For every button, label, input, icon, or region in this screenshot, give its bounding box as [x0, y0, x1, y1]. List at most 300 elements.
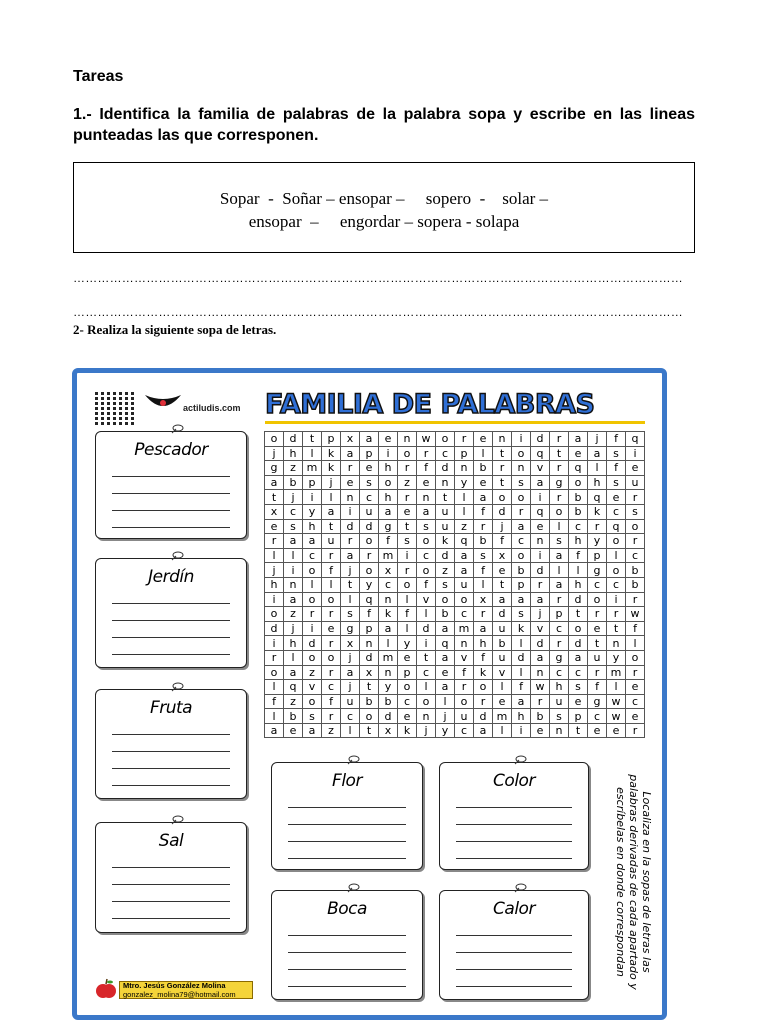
grid-cell[interactable]: n — [455, 636, 474, 651]
grid-cell[interactable]: s — [550, 709, 569, 724]
grid-cell[interactable]: u — [360, 504, 379, 519]
grid-cell[interactable]: q — [360, 592, 379, 607]
grid-cell[interactable]: e — [398, 650, 417, 665]
grid-cell[interactable]: i — [531, 548, 550, 563]
grid-cell[interactable]: p — [455, 446, 474, 461]
grid-cell[interactable]: c — [607, 504, 626, 519]
grid-cell[interactable]: l — [626, 636, 645, 651]
grid-cell[interactable]: n — [417, 709, 436, 724]
grid-cell[interactable]: a — [360, 432, 379, 447]
grid-cell[interactable]: l — [265, 680, 284, 695]
grid-cell[interactable]: n — [531, 665, 550, 680]
answer-line[interactable] — [288, 807, 406, 808]
grid-cell[interactable]: m — [607, 665, 626, 680]
grid-cell[interactable]: a — [284, 534, 303, 549]
grid-cell[interactable]: n — [379, 665, 398, 680]
grid-cell[interactable]: c — [626, 548, 645, 563]
grid-cell[interactable]: r — [588, 607, 607, 622]
grid-cell[interactable]: z — [436, 563, 455, 578]
grid-cell[interactable]: b — [474, 534, 493, 549]
grid-cell[interactable]: b — [284, 475, 303, 490]
answer-line[interactable] — [112, 476, 230, 477]
grid-cell[interactable]: e — [474, 432, 493, 447]
grid-cell[interactable]: d — [360, 650, 379, 665]
grid-cell[interactable]: c — [398, 694, 417, 709]
grid-cell[interactable]: s — [284, 519, 303, 534]
grid-cell[interactable]: c — [569, 665, 588, 680]
grid-cell[interactable]: o — [569, 621, 588, 636]
grid-cell[interactable]: a — [550, 577, 569, 592]
grid-cell[interactable]: o — [322, 592, 341, 607]
grid-cell[interactable]: n — [284, 577, 303, 592]
grid-cell[interactable]: y — [303, 504, 322, 519]
grid-cell[interactable]: k — [436, 534, 455, 549]
answer-line[interactable] — [288, 935, 406, 936]
grid-cell[interactable]: b — [531, 709, 550, 724]
grid-cell[interactable]: a — [455, 548, 474, 563]
grid-cell[interactable]: m — [379, 548, 398, 563]
grid-cell[interactable]: s — [436, 577, 455, 592]
grid-cell[interactable]: a — [512, 519, 531, 534]
grid-cell[interactable]: l — [303, 446, 322, 461]
grid-cell[interactable]: r — [550, 461, 569, 476]
grid-cell[interactable]: e — [341, 475, 360, 490]
grid-cell[interactable]: j — [284, 490, 303, 505]
grid-cell[interactable]: x — [379, 563, 398, 578]
grid-cell[interactable]: d — [341, 519, 360, 534]
grid-cell[interactable]: a — [436, 650, 455, 665]
grid-cell[interactable]: o — [360, 563, 379, 578]
grid-cell[interactable]: j — [493, 519, 512, 534]
answer-line[interactable] — [112, 867, 230, 868]
grid-cell[interactable]: x — [360, 665, 379, 680]
grid-cell[interactable]: z — [303, 665, 322, 680]
grid-cell[interactable]: o — [265, 607, 284, 622]
grid-cell[interactable]: d — [531, 563, 550, 578]
grid-cell[interactable]: o — [417, 534, 436, 549]
grid-cell[interactable]: d — [436, 548, 455, 563]
grid-cell[interactable]: i — [607, 592, 626, 607]
grid-cell[interactable]: z — [284, 694, 303, 709]
grid-cell[interactable]: z — [455, 519, 474, 534]
grid-cell[interactable]: r — [550, 490, 569, 505]
grid-cell[interactable]: t — [360, 680, 379, 695]
grid-cell[interactable]: q — [626, 432, 645, 447]
answer-line[interactable] — [456, 986, 572, 987]
grid-cell[interactable]: y — [455, 475, 474, 490]
grid-cell[interactable]: f — [360, 607, 379, 622]
grid-cell[interactable]: r — [398, 563, 417, 578]
answer-line[interactable] — [288, 858, 406, 859]
grid-cell[interactable]: e — [626, 461, 645, 476]
grid-cell[interactable]: o — [303, 650, 322, 665]
grid-cell[interactable]: u — [455, 577, 474, 592]
grid-cell[interactable]: t — [436, 490, 455, 505]
grid-cell[interactable]: q — [607, 519, 626, 534]
grid-cell[interactable]: i — [265, 636, 284, 651]
grid-cell[interactable]: g — [550, 650, 569, 665]
grid-cell[interactable]: l — [512, 636, 531, 651]
grid-cell[interactable]: q — [284, 680, 303, 695]
grid-cell[interactable]: a — [379, 504, 398, 519]
grid-cell[interactable]: u — [493, 650, 512, 665]
grid-cell[interactable]: b — [436, 607, 455, 622]
grid-cell[interactable]: s — [550, 534, 569, 549]
grid-cell[interactable]: s — [512, 607, 531, 622]
grid-cell[interactable]: b — [493, 636, 512, 651]
grid-cell[interactable]: o — [455, 694, 474, 709]
grid-cell[interactable]: a — [531, 592, 550, 607]
grid-cell[interactable]: o — [398, 577, 417, 592]
grid-cell[interactable]: p — [360, 621, 379, 636]
grid-cell[interactable]: b — [512, 563, 531, 578]
grid-cell[interactable]: a — [474, 621, 493, 636]
grid-cell[interactable]: h — [512, 709, 531, 724]
grid-cell[interactable]: b — [379, 694, 398, 709]
grid-cell[interactable]: j — [341, 650, 360, 665]
answer-line[interactable] — [112, 918, 230, 919]
grid-cell[interactable]: c — [379, 577, 398, 592]
grid-cell[interactable]: l — [493, 680, 512, 695]
grid-cell[interactable]: a — [265, 475, 284, 490]
grid-cell[interactable]: u — [436, 504, 455, 519]
grid-cell[interactable]: c — [436, 446, 455, 461]
grid-cell[interactable]: l — [455, 490, 474, 505]
grid-cell[interactable]: l — [512, 665, 531, 680]
grid-cell[interactable]: f — [474, 650, 493, 665]
grid-cell[interactable]: k — [398, 723, 417, 738]
grid-cell[interactable]: l — [322, 490, 341, 505]
grid-cell[interactable]: d — [265, 621, 284, 636]
grid-cell[interactable]: r — [531, 694, 550, 709]
grid-cell[interactable]: j — [341, 563, 360, 578]
grid-cell[interactable]: t — [303, 432, 322, 447]
grid-cell[interactable]: h — [303, 519, 322, 534]
grid-cell[interactable]: z — [284, 461, 303, 476]
grid-cell[interactable]: a — [303, 723, 322, 738]
answer-line[interactable] — [456, 824, 572, 825]
grid-cell[interactable]: i — [398, 548, 417, 563]
answer-line[interactable] — [112, 510, 230, 511]
grid-cell[interactable]: y — [607, 650, 626, 665]
grid-cell[interactable]: e — [379, 432, 398, 447]
grid-cell[interactable]: r — [455, 680, 474, 695]
grid-cell[interactable]: r — [417, 446, 436, 461]
grid-cell[interactable]: a — [379, 621, 398, 636]
grid-cell[interactable]: y — [588, 534, 607, 549]
grid-cell[interactable]: l — [303, 577, 322, 592]
grid-cell[interactable]: o — [265, 665, 284, 680]
grid-cell[interactable]: y — [360, 577, 379, 592]
grid-cell[interactable]: l — [417, 607, 436, 622]
grid-cell[interactable]: e — [398, 504, 417, 519]
grid-cell[interactable]: r — [322, 709, 341, 724]
grid-cell[interactable]: s — [341, 607, 360, 622]
grid-cell[interactable]: q — [588, 490, 607, 505]
grid-cell[interactable]: e — [493, 563, 512, 578]
answer-line[interactable] — [112, 734, 230, 735]
answer-line[interactable] — [288, 841, 406, 842]
grid-cell[interactable]: g — [265, 461, 284, 476]
grid-cell[interactable]: a — [531, 475, 550, 490]
grid-cell[interactable]: l — [493, 723, 512, 738]
grid-cell[interactable]: h — [550, 680, 569, 695]
grid-cell[interactable]: b — [569, 490, 588, 505]
grid-cell[interactable]: n — [531, 534, 550, 549]
grid-cell[interactable]: f — [474, 504, 493, 519]
dotted-answer-line[interactable]: …………………………………………………………………………………………………………………………………… — [73, 271, 683, 285]
grid-cell[interactable]: r — [322, 548, 341, 563]
grid-cell[interactable]: t — [360, 723, 379, 738]
answer-line[interactable] — [112, 884, 230, 885]
grid-cell[interactable]: j — [417, 723, 436, 738]
grid-cell[interactable]: e — [607, 490, 626, 505]
grid-cell[interactable]: f — [265, 694, 284, 709]
grid-cell[interactable]: d — [569, 592, 588, 607]
grid-cell[interactable]: r — [626, 723, 645, 738]
grid-cell[interactable]: a — [455, 563, 474, 578]
grid-cell[interactable]: o — [417, 694, 436, 709]
grid-cell[interactable]: x — [474, 592, 493, 607]
grid-cell[interactable]: d — [531, 636, 550, 651]
grid-cell[interactable]: p — [588, 548, 607, 563]
grid-cell[interactable]: u — [436, 519, 455, 534]
grid-cell[interactable]: p — [322, 432, 341, 447]
grid-cell[interactable]: r — [322, 665, 341, 680]
grid-cell[interactable]: k — [322, 461, 341, 476]
grid-cell[interactable]: x — [379, 723, 398, 738]
grid-cell[interactable]: n — [512, 461, 531, 476]
grid-cell[interactable]: r — [626, 490, 645, 505]
grid-cell[interactable]: f — [398, 607, 417, 622]
grid-cell[interactable]: e — [493, 694, 512, 709]
grid-cell[interactable]: c — [360, 490, 379, 505]
grid-cell[interactable]: l — [607, 548, 626, 563]
grid-cell[interactable]: i — [626, 446, 645, 461]
grid-cell[interactable]: t — [398, 519, 417, 534]
grid-cell[interactable]: r — [322, 636, 341, 651]
grid-cell[interactable]: z — [284, 607, 303, 622]
grid-cell[interactable]: r — [550, 592, 569, 607]
grid-cell[interactable]: k — [588, 504, 607, 519]
grid-cell[interactable]: d — [493, 504, 512, 519]
grid-cell[interactable]: g — [341, 621, 360, 636]
grid-cell[interactable]: t — [322, 519, 341, 534]
grid-cell[interactable]: q — [531, 504, 550, 519]
answer-line[interactable] — [112, 768, 230, 769]
grid-cell[interactable]: r — [493, 461, 512, 476]
grid-cell[interactable]: o — [493, 490, 512, 505]
grid-cell[interactable]: n — [550, 723, 569, 738]
grid-cell[interactable]: c — [303, 548, 322, 563]
grid-cell[interactable]: r — [588, 665, 607, 680]
grid-cell[interactable]: v — [417, 592, 436, 607]
grid-cell[interactable]: w — [417, 432, 436, 447]
grid-cell[interactable]: c — [588, 709, 607, 724]
grid-cell[interactable]: n — [436, 475, 455, 490]
grid-cell[interactable]: n — [341, 490, 360, 505]
grid-cell[interactable]: o — [360, 534, 379, 549]
grid-cell[interactable]: j — [436, 709, 455, 724]
grid-cell[interactable]: a — [265, 723, 284, 738]
grid-cell[interactable]: f — [322, 563, 341, 578]
grid-cell[interactable]: e — [436, 665, 455, 680]
grid-cell[interactable]: h — [588, 475, 607, 490]
grid-cell[interactable]: d — [531, 432, 550, 447]
grid-cell[interactable]: t — [607, 621, 626, 636]
grid-cell[interactable]: f — [626, 621, 645, 636]
grid-cell[interactable]: r — [398, 461, 417, 476]
grid-cell[interactable]: h — [569, 577, 588, 592]
grid-cell[interactable]: n — [493, 432, 512, 447]
grid-cell[interactable]: f — [607, 432, 626, 447]
grid-cell[interactable]: l — [436, 694, 455, 709]
grid-cell[interactable]: j — [284, 621, 303, 636]
grid-cell[interactable]: n — [455, 461, 474, 476]
grid-cell[interactable]: o — [303, 694, 322, 709]
grid-cell[interactable]: c — [322, 680, 341, 695]
grid-cell[interactable]: g — [588, 563, 607, 578]
grid-cell[interactable]: p — [360, 446, 379, 461]
grid-cell[interactable]: a — [474, 723, 493, 738]
grid-cell[interactable]: l — [474, 577, 493, 592]
grid-cell[interactable]: i — [512, 723, 531, 738]
grid-cell[interactable]: f — [607, 461, 626, 476]
grid-cell[interactable]: p — [569, 709, 588, 724]
grid-cell[interactable]: m — [379, 650, 398, 665]
grid-cell[interactable]: a — [284, 665, 303, 680]
grid-cell[interactable]: c — [607, 577, 626, 592]
grid-cell[interactable]: o — [398, 446, 417, 461]
grid-cell[interactable]: m — [303, 461, 322, 476]
grid-cell[interactable]: l — [417, 680, 436, 695]
grid-cell[interactable]: v — [303, 680, 322, 695]
answer-line[interactable] — [112, 901, 230, 902]
grid-cell[interactable]: f — [474, 563, 493, 578]
grid-cell[interactable]: r — [303, 607, 322, 622]
grid-cell[interactable]: q — [436, 636, 455, 651]
grid-cell[interactable]: c — [588, 577, 607, 592]
grid-cell[interactable]: v — [493, 665, 512, 680]
grid-cell[interactable]: l — [284, 650, 303, 665]
grid-cell[interactable]: t — [588, 636, 607, 651]
grid-cell[interactable]: i — [379, 446, 398, 461]
grid-cell[interactable]: a — [341, 548, 360, 563]
grid-cell[interactable]: a — [550, 548, 569, 563]
grid-cell[interactable]: o — [474, 680, 493, 695]
grid-cell[interactable]: n — [398, 432, 417, 447]
grid-cell[interactable]: t — [417, 650, 436, 665]
grid-cell[interactable]: b — [284, 709, 303, 724]
grid-cell[interactable]: l — [341, 592, 360, 607]
grid-cell[interactable]: s — [303, 709, 322, 724]
grid-cell[interactable]: b — [360, 694, 379, 709]
grid-cell[interactable]: h — [474, 636, 493, 651]
grid-cell[interactable]: m — [493, 709, 512, 724]
grid-cell[interactable]: d — [512, 650, 531, 665]
grid-cell[interactable]: r — [474, 519, 493, 534]
grid-cell[interactable]: o — [436, 432, 455, 447]
grid-cell[interactable]: t — [341, 577, 360, 592]
grid-cell[interactable]: a — [512, 592, 531, 607]
grid-cell[interactable]: z — [322, 723, 341, 738]
grid-cell[interactable]: r — [626, 665, 645, 680]
grid-cell[interactable]: y — [398, 636, 417, 651]
grid-cell[interactable]: s — [512, 475, 531, 490]
grid-cell[interactable]: r — [322, 607, 341, 622]
grid-cell[interactable]: s — [607, 446, 626, 461]
grid-cell[interactable]: o — [512, 490, 531, 505]
grid-cell[interactable]: a — [436, 621, 455, 636]
grid-cell[interactable]: x — [341, 636, 360, 651]
grid-cell[interactable]: p — [512, 577, 531, 592]
grid-cell[interactable]: e — [398, 709, 417, 724]
grid-cell[interactable]: r — [626, 592, 645, 607]
grid-cell[interactable]: l — [322, 577, 341, 592]
grid-cell[interactable]: x — [493, 548, 512, 563]
grid-cell[interactable]: r — [626, 534, 645, 549]
grid-cell[interactable]: o — [512, 548, 531, 563]
grid-cell[interactable]: i — [284, 563, 303, 578]
grid-cell[interactable]: u — [455, 709, 474, 724]
grid-cell[interactable]: u — [626, 475, 645, 490]
grid-cell[interactable]: e — [417, 475, 436, 490]
grid-cell[interactable]: t — [493, 446, 512, 461]
grid-cell[interactable]: t — [493, 577, 512, 592]
grid-cell[interactable]: e — [607, 723, 626, 738]
grid-cell[interactable]: j — [265, 563, 284, 578]
grid-cell[interactable]: a — [588, 446, 607, 461]
grid-cell[interactable]: j — [588, 432, 607, 447]
grid-cell[interactable]: j — [531, 607, 550, 622]
grid-cell[interactable]: v — [455, 650, 474, 665]
grid-cell[interactable]: a — [474, 490, 493, 505]
grid-cell[interactable]: o — [379, 475, 398, 490]
answer-line[interactable] — [456, 841, 572, 842]
grid-cell[interactable]: w — [626, 607, 645, 622]
grid-cell[interactable]: e — [569, 446, 588, 461]
grid-cell[interactable]: s — [398, 534, 417, 549]
grid-cell[interactable]: i — [265, 592, 284, 607]
grid-cell[interactable]: z — [398, 475, 417, 490]
grid-cell[interactable]: y — [436, 723, 455, 738]
grid-cell[interactable]: g — [588, 694, 607, 709]
grid-cell[interactable]: n — [607, 636, 626, 651]
answer-line[interactable] — [112, 751, 230, 752]
grid-cell[interactable]: a — [341, 665, 360, 680]
grid-cell[interactable]: l — [474, 446, 493, 461]
grid-cell[interactable]: f — [322, 694, 341, 709]
grid-cell[interactable]: c — [512, 534, 531, 549]
grid-cell[interactable]: s — [626, 504, 645, 519]
grid-cell[interactable]: a — [512, 694, 531, 709]
grid-cell[interactable]: r — [341, 534, 360, 549]
grid-cell[interactable]: t — [265, 490, 284, 505]
grid-cell[interactable]: o — [398, 680, 417, 695]
grid-cell[interactable]: e — [588, 621, 607, 636]
grid-cell[interactable]: f — [455, 665, 474, 680]
grid-cell[interactable]: s — [417, 519, 436, 534]
grid-cell[interactable]: a — [341, 446, 360, 461]
grid-cell[interactable]: r — [474, 694, 493, 709]
grid-cell[interactable]: m — [455, 621, 474, 636]
grid-cell[interactable]: f — [417, 461, 436, 476]
grid-cell[interactable]: b — [626, 563, 645, 578]
grid-cell[interactable]: a — [569, 650, 588, 665]
dotted-answer-line[interactable]: …………………………………………………………………………………………………………………………………… — [73, 305, 683, 319]
answer-line[interactable] — [112, 620, 230, 621]
answer-line[interactable] — [288, 969, 406, 970]
